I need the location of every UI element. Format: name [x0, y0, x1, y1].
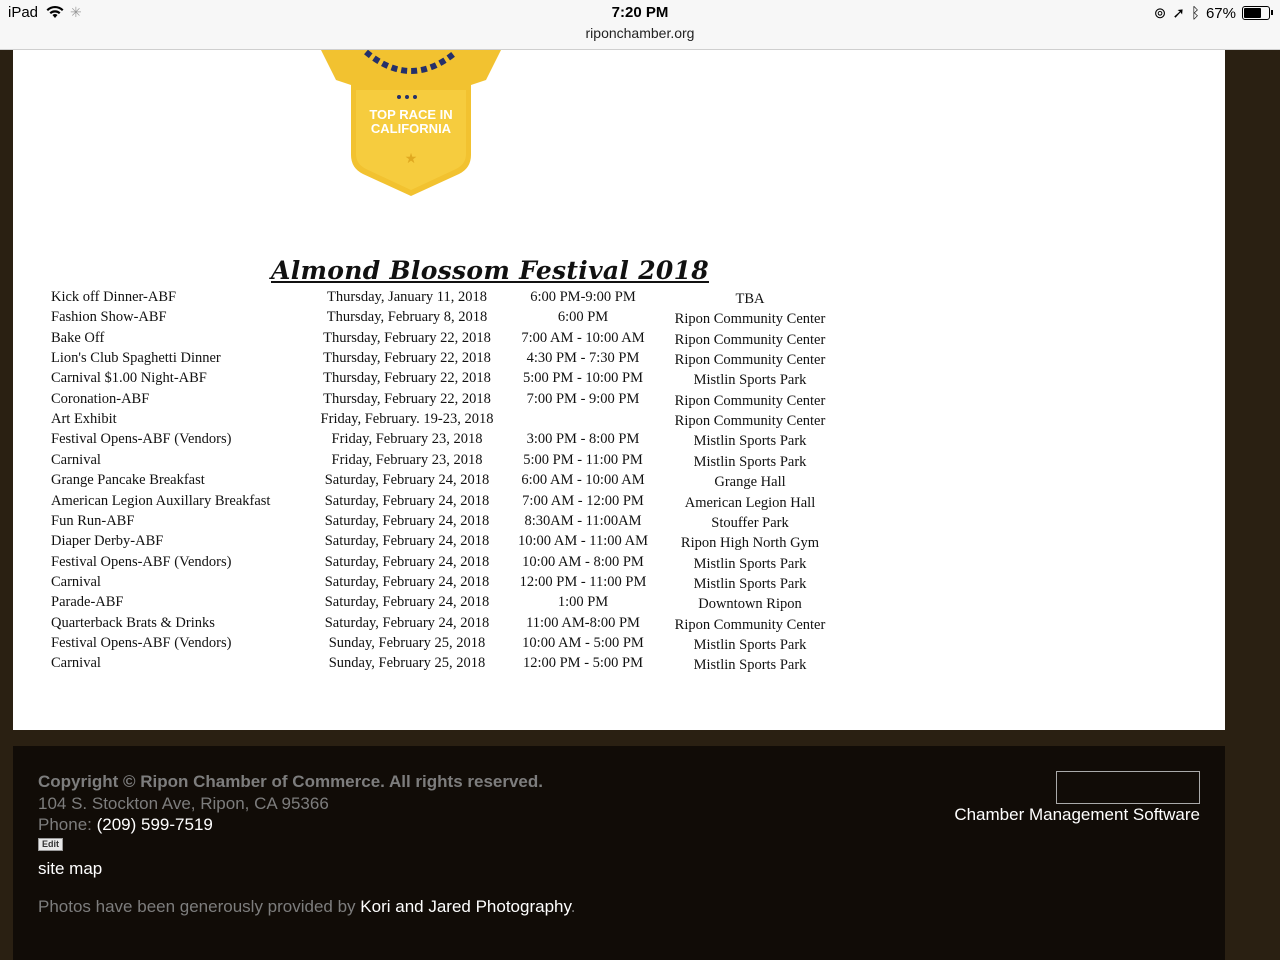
address-bar-url[interactable]: riponchamber.org	[585, 25, 695, 41]
event-time: 6:00 PM-9:00 PM	[530, 289, 636, 305]
event-name: Quarterback Brats & Drinks	[51, 614, 215, 631]
event-date: Saturday, February 24, 2018	[324, 573, 490, 590]
event-location: Mistlin Sports Park	[693, 636, 807, 653]
phone-line	[38, 815, 213, 835]
schedule-row	[13, 411, 1225, 431]
schedule-row	[13, 513, 1225, 533]
event-name: Grange Pancake Breakfast	[51, 472, 205, 489]
event-date: Saturday, February 24, 2018	[324, 512, 490, 529]
event-name: Diaper Derby-ABF	[51, 533, 164, 550]
photo-credits	[38, 897, 575, 917]
event-name: Festival Opens-ABF (Vendors)	[51, 553, 232, 570]
event-time: 7:00 PM - 9:00 PM	[526, 390, 640, 407]
event-date: Thursday, February 8, 2018	[326, 309, 488, 326]
event-date: Thursday, February 22, 2018	[323, 329, 491, 346]
event-name: Art Exhibit	[51, 411, 117, 428]
event-location: Grange Hall	[714, 474, 786, 491]
schedule-row	[13, 289, 1225, 309]
event-name: Carnival $1.00 Night-ABF	[51, 370, 207, 387]
schedule-row	[13, 635, 1225, 655]
ios-status-bar	[0, 0, 1280, 50]
event-date: Thursday, February 22, 2018	[323, 350, 491, 367]
event-date: Saturday, February 24, 2018	[324, 533, 490, 550]
event-time: 5:00 PM - 11:00 PM	[523, 451, 643, 468]
location-icon: ➚	[1172, 5, 1185, 22]
event-time: 12:00 PM - 11:00 PM	[519, 573, 647, 590]
event-time: 7:00 AM - 12:00 PM	[522, 492, 644, 509]
event-date: Saturday, February 24, 2018	[324, 614, 490, 631]
event-name: Lion's Club Spaghetti Dinner	[51, 350, 221, 367]
event-time: 10:00 AM - 5:00 PM	[522, 634, 644, 651]
schedule-row	[13, 574, 1225, 594]
credits-prefix: Photos have been generously provided by	[38, 897, 361, 916]
event-time: 4:30 PM - 7:30 PM	[526, 350, 640, 367]
schedule-row	[13, 370, 1225, 390]
event-location: Mistlin Sports Park	[693, 575, 807, 592]
schedule-row	[13, 655, 1225, 675]
event-location: Stouffer Park	[711, 514, 789, 531]
event-name: Coronation-ABF	[51, 390, 150, 407]
schedule-row	[13, 309, 1225, 329]
badge-text-line1: TOP RACE IN	[369, 107, 453, 122]
site-footer	[13, 746, 1225, 960]
event-date: Sunday, February 25, 2018	[328, 634, 486, 651]
event-date: Thursday, February 22, 2018	[323, 390, 491, 407]
event-location: Mistlin Sports Park	[693, 453, 807, 470]
event-location: Mistlin Sports Park	[693, 657, 807, 674]
top-race-badge-image	[311, 50, 511, 198]
event-date: Friday, February. 19-23, 2018	[320, 411, 494, 428]
badge-text-line2: CALIFORNIA	[370, 121, 452, 136]
event-name: Fashion Show-ABF	[51, 309, 167, 326]
event-name: American Legion Auxillary Breakfast	[51, 492, 271, 509]
event-time: 5:00 PM - 10:00 PM	[522, 370, 644, 387]
event-name: Kick off Dinner-ABF	[51, 289, 177, 305]
event-location: Ripon High North Gym	[680, 535, 820, 552]
event-location: Ripon Community Center	[674, 413, 826, 430]
copyright-text: Copyright © Ripon Chamber of Commerce. All rights reserved.	[38, 772, 543, 791]
cms-logo-box[interactable]	[1056, 771, 1200, 804]
event-location: American Legion Hall	[684, 494, 816, 511]
battery-percent: 67%	[1205, 4, 1236, 22]
event-location: Ripon Community Center	[674, 352, 826, 369]
status-right	[1154, 4, 1270, 22]
phone-label: Phone:	[38, 815, 97, 834]
event-time: 6:00 PM	[557, 309, 609, 326]
event-location: TBA	[735, 291, 765, 307]
event-time: 6:00 AM - 10:00 AM	[521, 472, 645, 489]
battery-icon	[1242, 6, 1270, 20]
schedule-row	[13, 594, 1225, 614]
edit-button[interactable]: Edit	[38, 838, 63, 851]
photographer-link[interactable]: Kori and Jared Photography	[360, 897, 571, 916]
event-location: Ripon Community Center	[674, 392, 826, 409]
event-name: Festival Opens-ABF (Vendors)	[51, 634, 232, 651]
event-date: Friday, February 23, 2018	[331, 451, 483, 468]
event-date: Thursday, January 11, 2018	[326, 289, 488, 305]
loading-spinner-icon: ✳	[70, 4, 82, 20]
event-name: Parade-ABF	[51, 594, 124, 611]
schedule-row	[13, 391, 1225, 411]
event-time: 7:00 AM - 10:00 AM	[521, 329, 645, 346]
event-location: Ripon Community Center	[674, 616, 826, 633]
schedule-row	[13, 493, 1225, 513]
event-date: Friday, February 23, 2018	[331, 431, 483, 448]
event-time: 11:00 AM-8:00 PM	[526, 614, 640, 631]
event-time: 10:00 AM - 8:00 PM	[522, 553, 644, 570]
site-map-link[interactable]: site map	[38, 859, 103, 878]
event-name: Carnival	[51, 655, 101, 672]
credits-suffix: .	[570, 897, 576, 916]
schedule-row	[13, 615, 1225, 635]
star-icon: ★	[404, 150, 418, 166]
event-time: 1:00 PM	[557, 594, 609, 611]
event-date: Saturday, February 24, 2018	[324, 553, 490, 570]
event-date: Saturday, February 24, 2018	[324, 472, 490, 489]
event-date: Thursday, February 22, 2018	[323, 370, 491, 387]
event-name: Carnival	[51, 451, 101, 468]
event-location: Mistlin Sports Park	[693, 555, 807, 572]
schedule-row	[13, 554, 1225, 574]
schedule-row	[13, 452, 1225, 472]
rotation-lock-icon: ⊚	[1153, 5, 1167, 22]
schedule-row	[13, 533, 1225, 553]
device-name: iPad	[8, 4, 39, 21]
event-time: 8:30AM - 11:00AM	[524, 512, 642, 529]
event-time: 12:00 PM - 5:00 PM	[522, 655, 644, 672]
schedule-row	[13, 472, 1225, 492]
event-name: Carnival	[51, 573, 101, 590]
event-time: 10:00 AM - 11:00 AM	[518, 533, 648, 550]
cms-link[interactable]: Chamber Management Software	[954, 805, 1200, 824]
event-location: Downtown Ripon	[698, 596, 802, 613]
schedule-title: Almond Blossom Festival 2018	[271, 256, 709, 285]
phone-number-link[interactable]: (209) 599-7519	[96, 815, 213, 834]
main-content	[13, 50, 1225, 730]
event-name: Bake Off	[51, 329, 105, 346]
schedule-row	[13, 350, 1225, 370]
event-location: Mistlin Sports Park	[693, 433, 807, 450]
event-location: Mistlin Sports Park	[693, 372, 807, 389]
event-location: Ripon Community Center	[674, 331, 826, 348]
event-date: Saturday, February 24, 2018	[324, 492, 490, 509]
schedule-row	[13, 431, 1225, 451]
event-date: Saturday, February 24, 2018	[324, 594, 490, 611]
address-text: 104 S. Stockton Ave, Ripon, CA 95366	[38, 794, 329, 813]
event-name: Festival Opens-ABF (Vendors)	[51, 431, 232, 448]
event-time: 3:00 PM - 8:00 PM	[526, 431, 640, 448]
event-date: Sunday, February 25, 2018	[328, 655, 486, 672]
event-location: Ripon Community Center	[674, 311, 826, 328]
schedule-row	[13, 330, 1225, 350]
event-name: Fun Run-ABF	[51, 512, 135, 529]
bluetooth-icon: ᛒ	[1190, 4, 1200, 22]
clock: 7:20 PM	[611, 4, 669, 21]
